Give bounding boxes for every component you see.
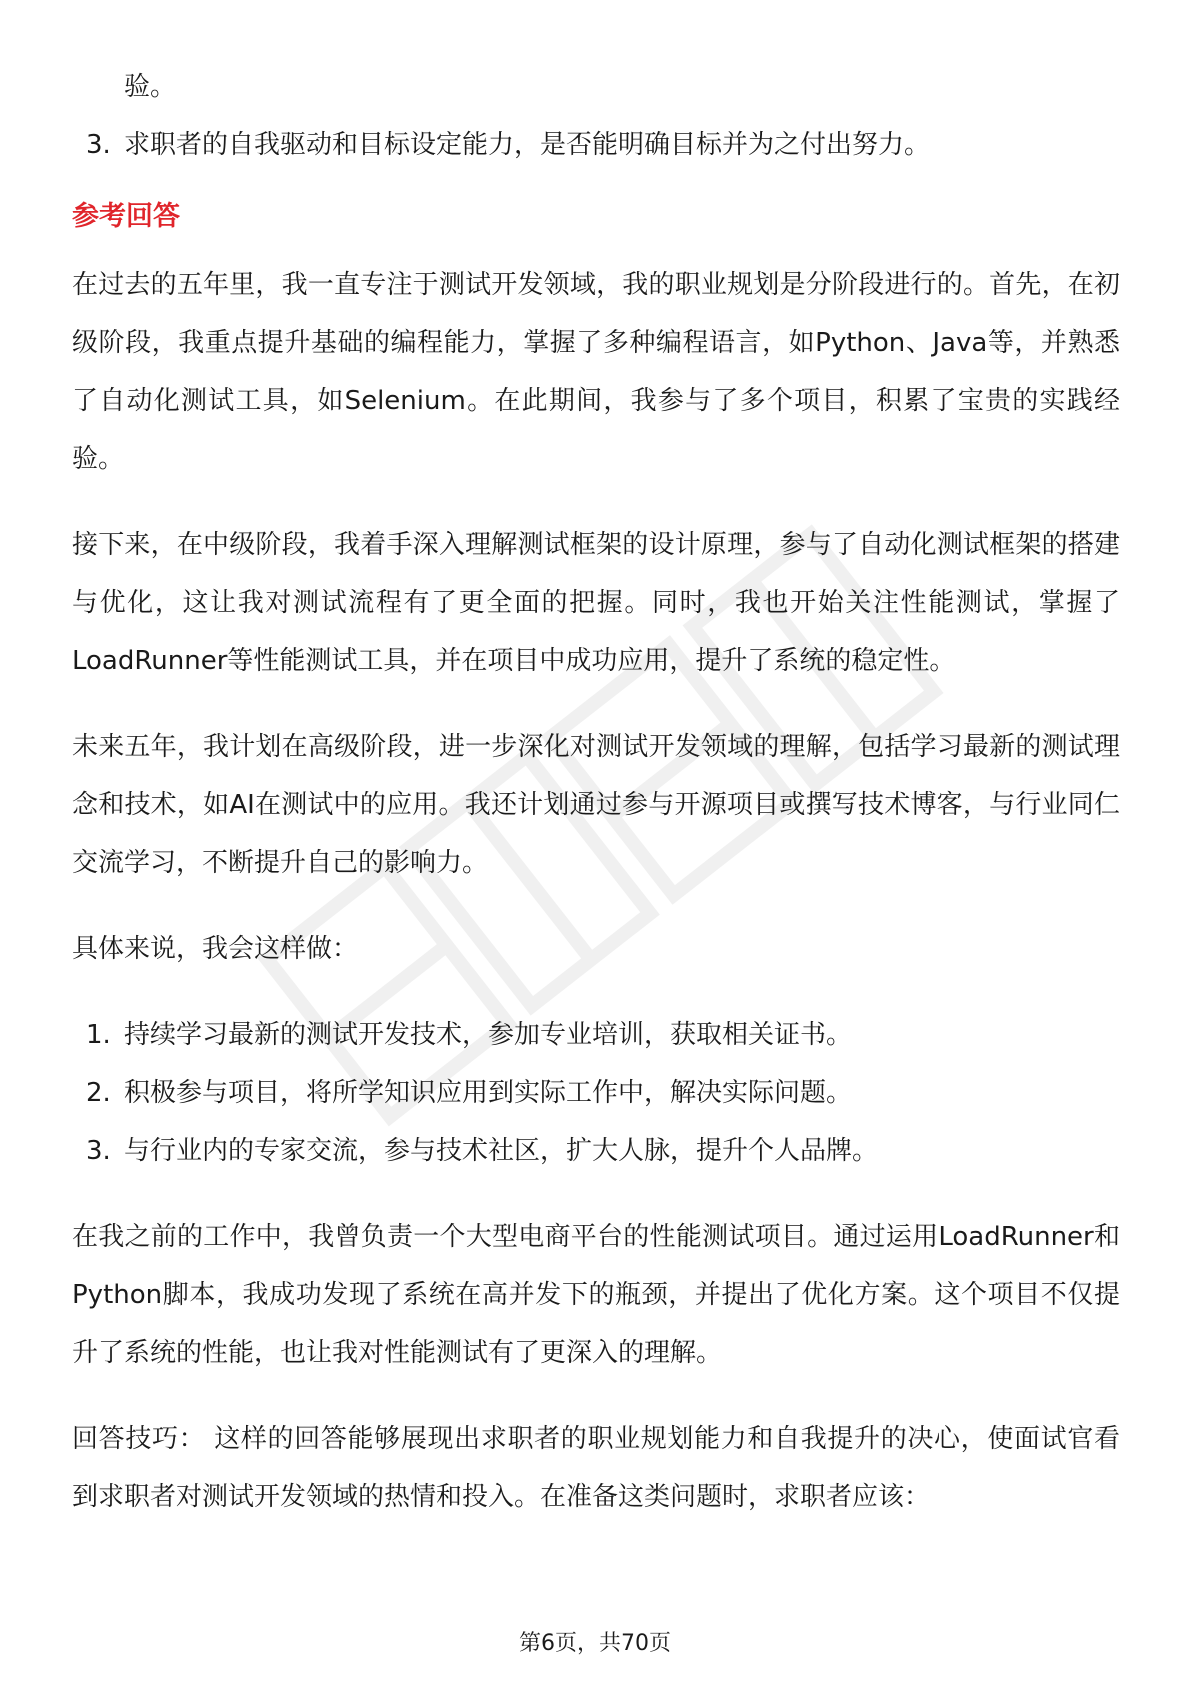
tips-paragraph: 回答技巧： 这样的回答能够展现出求职者的职业规划能力和自我提升的决心，使面试官看到求职者对测试开发领域的热情和投入。在准备这类问题时，求职者应该： (72, 1424, 1120, 1512)
list-text: 积极参与项目，将所学知识应用到实际工作中，解决实际问题。 (124, 1078, 853, 1108)
list-number: 3. (86, 1136, 111, 1166)
list-item (72, 1006, 1120, 1064)
list-text: 持续学习最新的测试开发技术，参加专业培训，获取相关证书。 (124, 1020, 853, 1050)
list-item (72, 1064, 1120, 1122)
answer-paragraph-1: 在过去的五年里，我一直专注于测试开发领域，我的职业规划是分阶段进行的。首先，在初级阶段，我重点提升基础的编程能力，掌握了多种编程语言，如Python、Java等，并熟悉了自动化测试工具，如Selenium。在此期间，我参与了多个项目，积累了宝贵的实践经验。 (72, 270, 1120, 474)
list-number: 2. (86, 1078, 111, 1108)
steps-list (72, 1006, 1120, 1180)
section-title: 参考回答 (72, 201, 180, 232)
list-text: 求职者的自我驱动和目标设定能力，是否能明确目标并为之付出努力。 (124, 130, 931, 160)
list-number: 3. (86, 130, 111, 160)
list-number: 1. (86, 1020, 111, 1050)
list-text: 与行业内的专家交流，参与技术社区，扩大人脉，提升个人品牌。 (124, 1136, 879, 1166)
list-item (72, 116, 1120, 174)
document-body (72, 58, 1120, 1554)
criteria-list (72, 116, 1120, 174)
answer-paragraph-2: 接下来，在中级阶段，我着手深入理解测试框架的设计原理，参与了自动化测试框架的搭建与优化，这让我对测试流程有了更全面的把握。同时，我也开始关注性能测试，掌握了LoadRunner等性能测试工具，并在项目中成功应用，提升了系统的稳定性。 (72, 530, 1120, 676)
answer-paragraph-4: 具体来说，我会这样做： (72, 934, 359, 964)
list-item (72, 1122, 1120, 1180)
experience-paragraph: 在我之前的工作中，我曾负责一个大型电商平台的性能测试项目。通过运用LoadRunner和Python脚本，我成功发现了系统在高并发下的瓶颈，并提出了优化方案。这个项目不仅提升了系统的性能，也让我对性能测试有了更深入的理解。 (72, 1222, 1120, 1368)
continued-text: 验。 (124, 72, 177, 102)
answer-paragraph-3: 未来五年，我计划在高级阶段，进一步深化对测试开发领域的理解，包括学习最新的测试理念和技术，如AI在测试中的应用。我还计划通过参与开源项目或撰写技术博客，与行业同仁交流学习，不断提升自己的影响力。 (72, 732, 1120, 878)
page-number-footer: 第6页，共70页 (519, 1631, 671, 1656)
